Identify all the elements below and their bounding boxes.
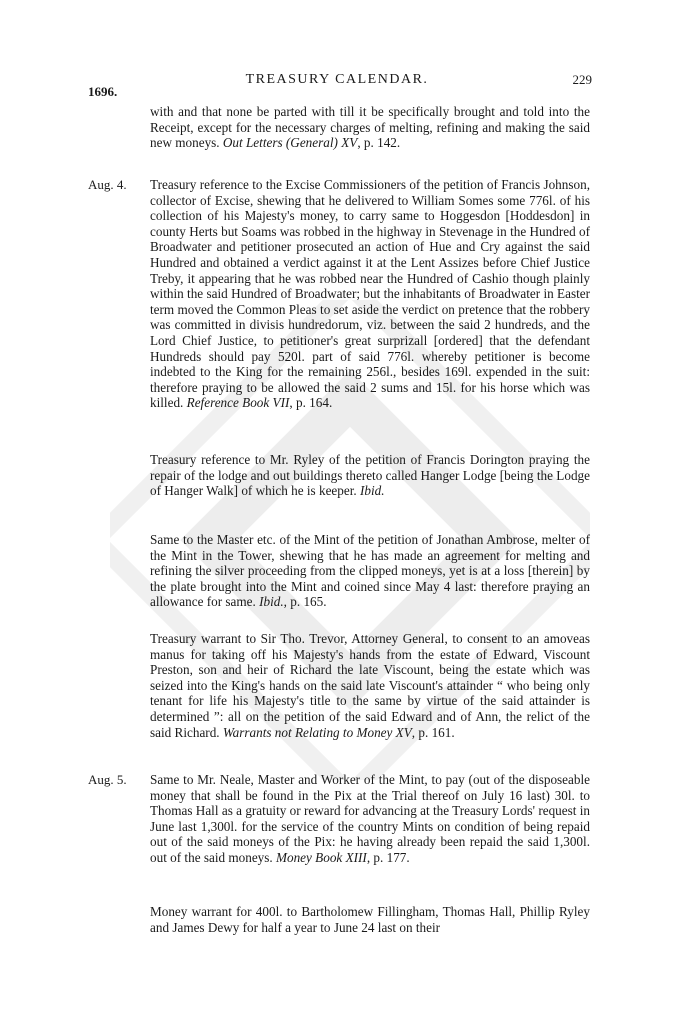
header-year: 1696. — [88, 84, 118, 99]
running-title: TREASURY CALENDAR. — [245, 72, 429, 87]
entry-reference-page: , p. 142. — [357, 135, 401, 151]
entry-reference: Reference Book VII — [186, 395, 290, 411]
entry-paragraph — [150, 772, 590, 866]
entry-text: with and that none be parted with till it be specifically brought and told into the Receipt, except for the necessary charges of melting, refining and making the said new moneys. — [150, 104, 590, 151]
entry-reference-page: , p. 161. — [411, 724, 455, 740]
page-header — [0, 72, 674, 99]
page-number: 229 — [572, 72, 592, 87]
entry-text: Same to Mr. Neale, Master and Worker of the Mint, to pay (out of the disposeable money that shall be found in the Pix at the Trial thereof on July 16 last) 30l. to Thomas Hall as a gratuity or reward for advancing at the Treasury Lords' request in June last 1,300l. for the service of the country Mints on condition of being repaid out of the said moneys of the Pix: he having already been repaid the said 1,300l. out of the said moneys. — [150, 772, 590, 865]
entry-paragraph — [150, 631, 590, 740]
entry-paragraph — [150, 452, 590, 499]
entry-text: Treasury reference to the Excise Commissioners of the petition of Francis Johnson, collector of Excise, shewing that he delivered to William Somes some 776l. of his collection of his Majesty's money, to carry same to Hoggesdon [Hoddesdon] in county Herts but Soams was robbed in the highway in Stevenage in the Hundred of Broadwater and petitioner prosecuted an action of Hue and Cry against the said Hundred and obtained a verdict against it at the Lent Assizes before Chief Justice Treby, it appearing that he was robbed near the Hundred of Cashio though plainly within the said Hundred of Broadwater; but the inhabitants of Broadwater in Easter term moved the Common Pleas to set aside the verdict on pretence that the robbery was committed in divisis hundredorum, viz. between the said 2 hundreds, and the Lord Chief Justice, to petitioner's great surprizall [ordered] that the defendant Hundreds should pay 520l. part of said 776l. whereby petitioner is become indebted to the King for the remaining 256l., besides 169l. expended in the suit: therefore praying to be allowed the said 2 sums and 15l. for his horse which was killed. — [150, 177, 590, 411]
entry-text: Treasury reference to Mr. Ryley of the petition of Francis Dorington praying the repair of the lodge and out buildings thereto called Hanger Lodge [being the Lodge of Hanger Walk] of which he is keeper. — [150, 452, 590, 499]
entry-paragraph — [150, 532, 590, 610]
entry-reference: Warrants not Relating to Money XV — [222, 724, 412, 740]
entry-reference: Money Book XIII — [276, 849, 367, 865]
entry-paragraph — [150, 177, 590, 411]
entry-reference: Ibid. — [360, 483, 385, 499]
entry-text: Money warrant for 400l. to Bartholomew Fillingham, Thomas Hall, Phillip Ryley and James Dewy for half a year to June 24 last on their — [150, 904, 590, 935]
entry-paragraph — [150, 904, 590, 935]
entry-text: Treasury warrant to Sir Tho. Trevor, Attorney General, to consent to an amoveas manus for taking off his Majesty's hands from the estate of Edward, Viscount Preston, son and heir of Richard the late Viscount, being the estate which was seized into the King's hands on the said late Viscount's attainder “ who being only tenant for life his Majesty's title to the same by virtue of the said attainder is determined ”: all on the petition of the said Edward and of Ann, the relict of the said Richard. — [150, 631, 590, 740]
entry-reference: Out Letters (General) XV — [222, 135, 358, 151]
entry-reference-page: , p. 165. — [283, 594, 327, 610]
entry-date: Aug. 5. — [88, 772, 127, 787]
entry-paragraph — [150, 104, 590, 151]
entry-reference: Ibid. — [259, 594, 284, 610]
entry-text: Same to the Master etc. of the Mint of the petition of Jonathan Ambrose, melter of the Mint in the Tower, shewing that he has made an agreement for melting and refining the silver proceeding from the clipped moneys, yet is at a loss [therein] by the plate brought into the Mint and coined since May 4 last: therefore praying an allowance for same. — [150, 532, 590, 610]
entry-reference-page: , p. 164. — [289, 395, 333, 411]
entry-reference-page: , p. 177. — [366, 849, 410, 865]
entry-date: Aug. 4. — [88, 177, 127, 192]
